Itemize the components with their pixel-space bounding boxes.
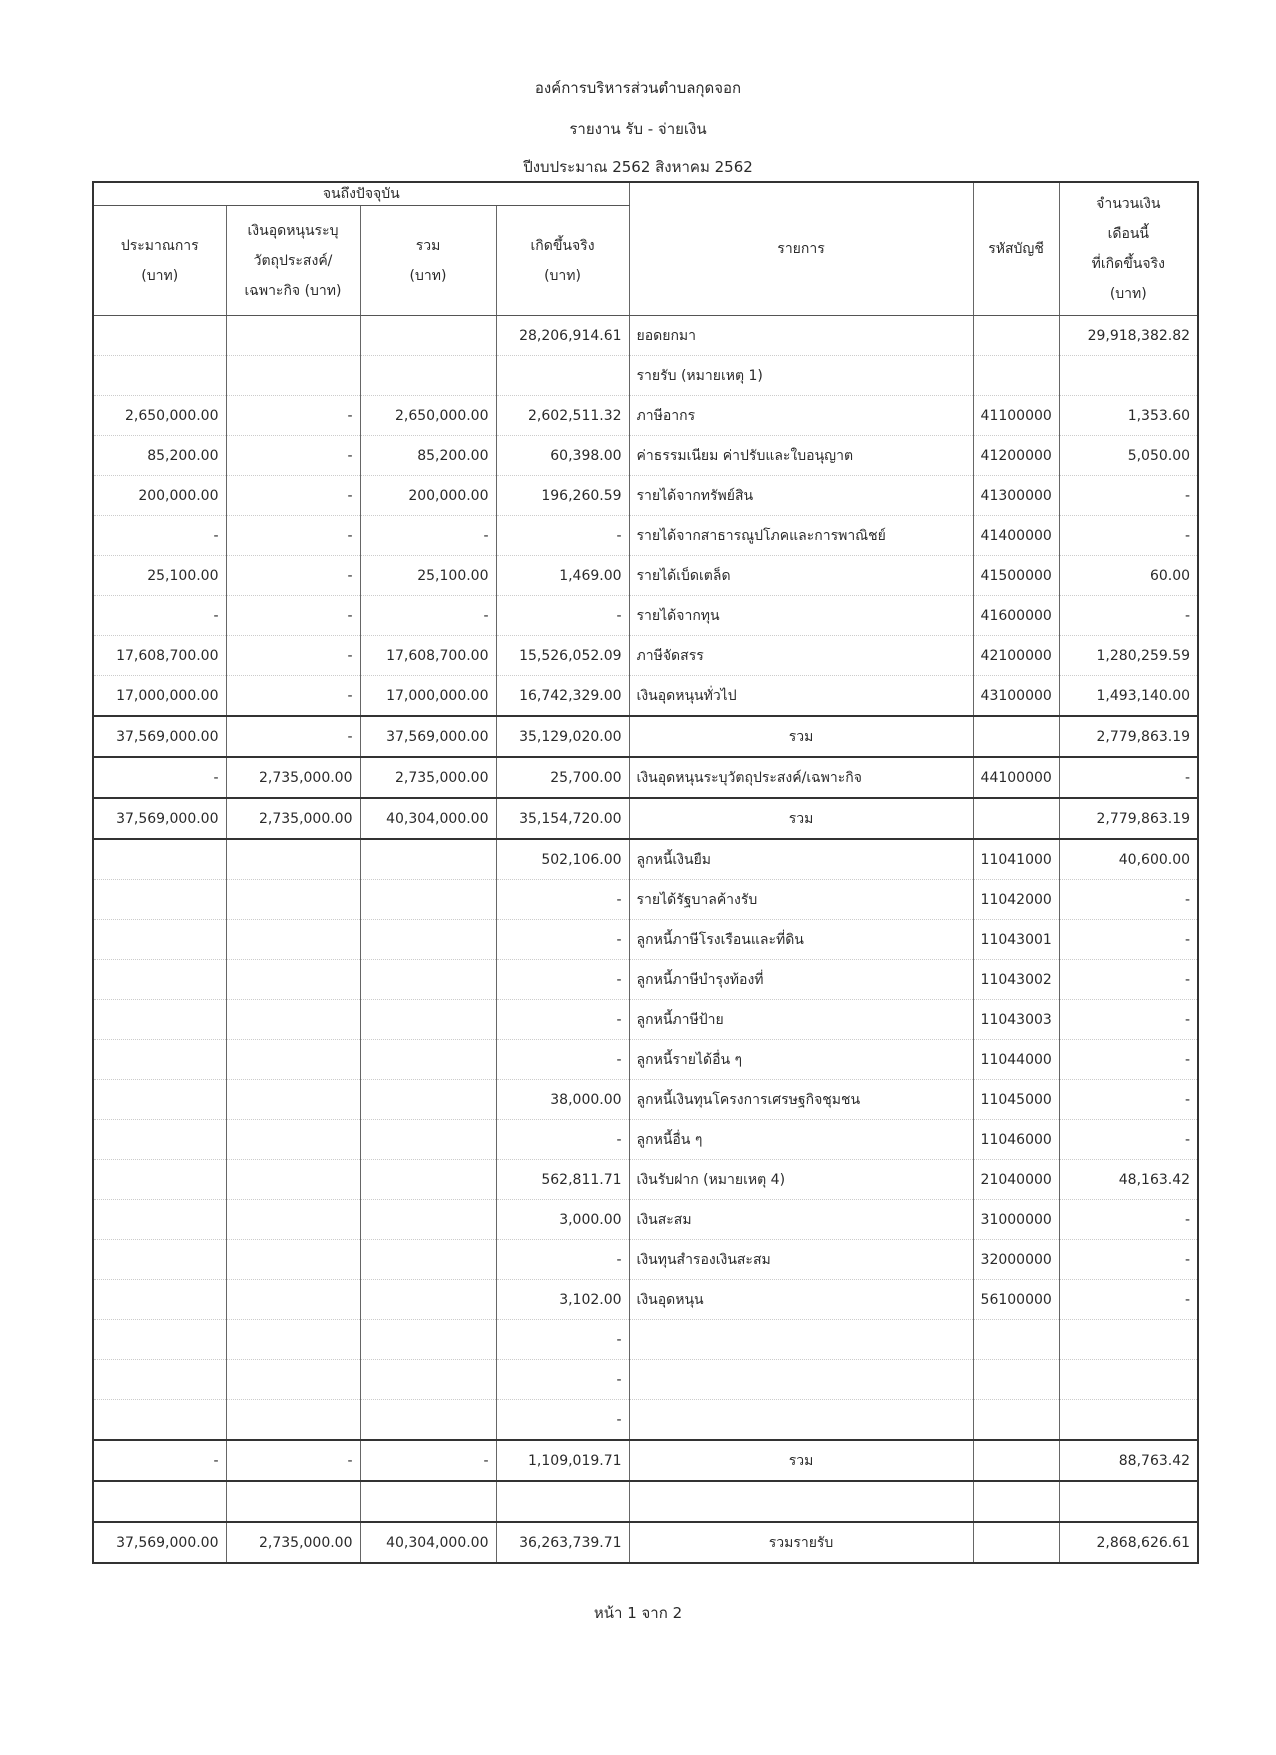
cell-estimate [93, 356, 226, 396]
table-row [93, 1360, 1198, 1400]
cell-code: 11043002 [973, 960, 1059, 1000]
cell-code [973, 316, 1059, 356]
cell-item: รายได้จากทุน [629, 596, 973, 636]
cell-code: 44100000 [973, 757, 1059, 798]
cell-estimate [93, 1160, 226, 1200]
cell-actual: 3,102.00 [496, 1280, 629, 1320]
cell-actual: 38,000.00 [496, 1080, 629, 1120]
cell-month: - [1059, 596, 1198, 636]
cell-subsidy [226, 1360, 360, 1400]
cell-code [973, 1440, 1059, 1481]
cell-total [360, 1360, 496, 1400]
cell-subsidy [226, 1040, 360, 1080]
cell-code: 41100000 [973, 396, 1059, 436]
total-row [93, 1440, 1198, 1481]
cell-item: ยอดยกมา [629, 316, 973, 356]
table-row [93, 516, 1198, 556]
cell-month: 2,779,863.19 [1059, 716, 1198, 757]
cell-actual: 36,263,739.71 [496, 1522, 629, 1563]
cell-item [629, 1360, 973, 1400]
cell-actual: 28,206,914.61 [496, 316, 629, 356]
cell-actual [496, 356, 629, 396]
cell-item: เงินสะสม [629, 1200, 973, 1240]
cell-subsidy: - [226, 516, 360, 556]
cell-total [360, 1120, 496, 1160]
cell-total [360, 1280, 496, 1320]
cell-actual: 2,602,511.32 [496, 396, 629, 436]
cell-estimate: - [93, 596, 226, 636]
cell-item: ลูกหนี้ภาษีโรงเรือนและที่ดิน [629, 920, 973, 960]
cell-subsidy: - [226, 716, 360, 757]
cell-total: 2,650,000.00 [360, 396, 496, 436]
col-code: รหัสบัญชี [973, 182, 1059, 316]
cell-subsidy [226, 1320, 360, 1360]
report-title: รายงาน รับ - จ่ายเงิน [569, 120, 707, 138]
cell-actual: 3,000.00 [496, 1200, 629, 1240]
cell-actual: - [496, 1120, 629, 1160]
cell-month [1059, 1320, 1198, 1360]
cell-subsidy [226, 1080, 360, 1120]
cell-month: - [1059, 476, 1198, 516]
cell-item: เงินทุนสำรองเงินสะสม [629, 1240, 973, 1280]
cell-estimate [93, 920, 226, 960]
cell-item: เงินอุดหนุนระบุวัตถุประสงค์/เฉพาะกิจ [629, 757, 973, 798]
cell-estimate [93, 316, 226, 356]
table-row [93, 436, 1198, 476]
cell-code [973, 356, 1059, 396]
cell-estimate [93, 1320, 226, 1360]
cell-actual: 1,469.00 [496, 556, 629, 596]
cell-code [973, 1522, 1059, 1563]
cell-total [360, 880, 496, 920]
cell-actual: - [496, 960, 629, 1000]
cell-estimate: 17,000,000.00 [93, 676, 226, 717]
cell-estimate [93, 1000, 226, 1040]
cell-month: - [1059, 1000, 1198, 1040]
cell-code: 11042000 [973, 880, 1059, 920]
cell-month: 60.00 [1059, 556, 1198, 596]
table-row [93, 1000, 1198, 1040]
cell-total [360, 1160, 496, 1200]
cell-estimate: 37,569,000.00 [93, 798, 226, 839]
cell-item: ลูกหนี้ภาษีป้าย [629, 1000, 973, 1040]
cell-total: 17,608,700.00 [360, 636, 496, 676]
cell-subsidy [226, 880, 360, 920]
cell-total [360, 1200, 496, 1240]
table-row [93, 636, 1198, 676]
cell-code: 11046000 [973, 1120, 1059, 1160]
table-row [93, 1080, 1198, 1120]
col-item: รายการ [629, 182, 973, 316]
cell-month: - [1059, 1040, 1198, 1080]
page-footer: หน้า 1 จาก 2 [593, 1604, 683, 1622]
cell-actual: 502,106.00 [496, 839, 629, 880]
report-period: ปีงบประมาณ 2562 สิงหาคม 2562 [523, 158, 753, 176]
table-row [93, 676, 1198, 717]
cell-item: ลูกหนี้เงินยืม [629, 839, 973, 880]
cell-subsidy: 2,735,000.00 [226, 798, 360, 839]
cell-code: 11044000 [973, 1040, 1059, 1080]
cell-item: เงินอุดหนุนทั่วไป [629, 676, 973, 717]
cell-total [360, 356, 496, 396]
cell-subsidy: - [226, 556, 360, 596]
cell-subsidy: - [226, 396, 360, 436]
cell-total [360, 960, 496, 1000]
cell-code: 41300000 [973, 476, 1059, 516]
col-subsidy: เงินอุดหนุนระบุ วัตถุประสงค์/ เฉพาะกิจ (บาท) [226, 206, 360, 316]
cell-actual: - [496, 880, 629, 920]
cell-item: รวม [629, 1440, 973, 1481]
cell-month: 5,050.00 [1059, 436, 1198, 476]
cell-code [973, 798, 1059, 839]
cell-estimate [93, 880, 226, 920]
cell-actual: - [496, 1240, 629, 1280]
col-month: จำนวนเงิน เดือนนี้ ที่เกิดขึ้นจริง (บาท) [1059, 182, 1198, 316]
cell-month: - [1059, 920, 1198, 960]
cell-subsidy: - [226, 636, 360, 676]
cell-actual: - [496, 1000, 629, 1040]
cell-total [360, 1481, 496, 1522]
cell-month: 1,493,140.00 [1059, 676, 1198, 717]
table-row [93, 1200, 1198, 1240]
cell-code: 21040000 [973, 1160, 1059, 1200]
cell-month [1059, 1400, 1198, 1441]
cell-month: 88,763.42 [1059, 1440, 1198, 1481]
cell-month: 29,918,382.82 [1059, 316, 1198, 356]
cell-month: - [1059, 1080, 1198, 1120]
cell-subsidy [226, 920, 360, 960]
cell-subsidy [226, 1200, 360, 1240]
cell-item: รายได้จากสาธารณูปโภคและการพาณิชย์ [629, 516, 973, 556]
cell-subsidy [226, 1120, 360, 1160]
cell-month: - [1059, 516, 1198, 556]
report-table [92, 181, 1199, 1564]
cell-total: - [360, 1440, 496, 1481]
cell-actual: - [496, 1360, 629, 1400]
cell-total: 25,100.00 [360, 556, 496, 596]
cell-month: - [1059, 1120, 1198, 1160]
cell-estimate: 17,608,700.00 [93, 636, 226, 676]
cell-total: 200,000.00 [360, 476, 496, 516]
cell-code [973, 1400, 1059, 1441]
table-row [93, 476, 1198, 516]
cell-actual [496, 1481, 629, 1522]
cell-code: 11043001 [973, 920, 1059, 960]
table-row [93, 1240, 1198, 1280]
group-header: จนถึงปัจจุบัน [93, 182, 629, 206]
cell-actual: 196,260.59 [496, 476, 629, 516]
cell-subsidy: - [226, 436, 360, 476]
cell-subsidy: - [226, 596, 360, 636]
cell-actual: 562,811.71 [496, 1160, 629, 1200]
cell-item: ลูกหนี้รายได้อื่น ๆ [629, 1040, 973, 1080]
spacer-row [93, 1481, 1198, 1522]
table-row [93, 920, 1198, 960]
cell-subsidy [226, 1160, 360, 1200]
cell-total [360, 316, 496, 356]
cell-total [360, 1400, 496, 1441]
cell-total: 40,304,000.00 [360, 1522, 496, 1563]
cell-actual: 35,154,720.00 [496, 798, 629, 839]
cell-subsidy [226, 1000, 360, 1040]
cell-month: 40,600.00 [1059, 839, 1198, 880]
cell-item: ลูกหนี้ภาษีบำรุงท้องที่ [629, 960, 973, 1000]
cell-actual: 16,742,329.00 [496, 676, 629, 717]
cell-subsidy [226, 316, 360, 356]
cell-estimate [93, 1200, 226, 1240]
cell-code: 42100000 [973, 636, 1059, 676]
cell-code: 31000000 [973, 1200, 1059, 1240]
table-row [93, 356, 1198, 396]
cell-month: 48,163.42 [1059, 1160, 1198, 1200]
cell-item: รวม [629, 716, 973, 757]
table-row [93, 1120, 1198, 1160]
cell-item: ภาษีอากร [629, 396, 973, 436]
cell-subsidy [226, 1280, 360, 1320]
cell-actual: 15,526,052.09 [496, 636, 629, 676]
cell-estimate [93, 960, 226, 1000]
cell-item: ลูกหนี้เงินทุนโครงการเศรษฐกิจชุมชน [629, 1080, 973, 1120]
table-row [93, 1400, 1198, 1441]
cell-estimate [93, 1280, 226, 1320]
cell-month [1059, 356, 1198, 396]
table-row [93, 1320, 1198, 1360]
cell-actual: 1,109,019.71 [496, 1440, 629, 1481]
cell-item: รวม [629, 798, 973, 839]
cell-month [1059, 1481, 1198, 1522]
cell-month: 1,280,259.59 [1059, 636, 1198, 676]
cell-total: 85,200.00 [360, 436, 496, 476]
cell-item: รายได้รัฐบาลค้างรับ [629, 880, 973, 920]
cell-estimate: 85,200.00 [93, 436, 226, 476]
cell-month: - [1059, 880, 1198, 920]
cell-month: - [1059, 1200, 1198, 1240]
col-estimate: ประมาณการ (บาท) [93, 206, 226, 316]
cell-code: 41600000 [973, 596, 1059, 636]
total-row [93, 1522, 1198, 1563]
cell-subsidy: 2,735,000.00 [226, 1522, 360, 1563]
cell-total [360, 920, 496, 960]
cell-month: 2,868,626.61 [1059, 1522, 1198, 1563]
cell-subsidy: - [226, 476, 360, 516]
cell-actual: - [496, 920, 629, 960]
cell-actual: - [496, 1040, 629, 1080]
cell-code [973, 1481, 1059, 1522]
table-row [93, 396, 1198, 436]
table-row [93, 596, 1198, 636]
cell-actual: 35,129,020.00 [496, 716, 629, 757]
table-row [93, 556, 1198, 596]
cell-code [973, 716, 1059, 757]
cell-subsidy [226, 1481, 360, 1522]
cell-estimate [93, 839, 226, 880]
cell-estimate: 37,569,000.00 [93, 716, 226, 757]
cell-estimate: - [93, 516, 226, 556]
cell-subsidy [226, 960, 360, 1000]
cell-subsidy [226, 1240, 360, 1280]
table-row [93, 960, 1198, 1000]
cell-item [629, 1400, 973, 1441]
cell-subsidy [226, 1400, 360, 1441]
cell-total: 37,569,000.00 [360, 716, 496, 757]
cell-code: 41400000 [973, 516, 1059, 556]
table-row [93, 880, 1198, 920]
table-row [93, 1160, 1198, 1200]
cell-estimate [93, 1481, 226, 1522]
cell-item: รายได้จากทรัพย์สิน [629, 476, 973, 516]
cell-actual: - [496, 596, 629, 636]
cell-subsidy: - [226, 1440, 360, 1481]
cell-code: 11041000 [973, 839, 1059, 880]
cell-month [1059, 1360, 1198, 1400]
cell-subsidy: 2,735,000.00 [226, 757, 360, 798]
cell-total: 17,000,000.00 [360, 676, 496, 717]
cell-total [360, 1000, 496, 1040]
cell-estimate: 37,569,000.00 [93, 1522, 226, 1563]
cell-estimate: - [93, 1440, 226, 1481]
total-row [93, 716, 1198, 757]
cell-actual: - [496, 1320, 629, 1360]
cell-estimate [93, 1400, 226, 1441]
cell-item: รายรับ (หมายเหตุ 1) [629, 356, 973, 396]
cell-item: เงินอุดหนุน [629, 1280, 973, 1320]
table-row [93, 839, 1198, 880]
cell-item [629, 1320, 973, 1360]
table-row [93, 316, 1198, 356]
total-row [93, 798, 1198, 839]
cell-code: 41200000 [973, 436, 1059, 476]
cell-month: - [1059, 757, 1198, 798]
col-actual: เกิดขึ้นจริง (บาท) [496, 206, 629, 316]
table-row [93, 1280, 1198, 1320]
cell-code: 43100000 [973, 676, 1059, 717]
cell-subsidy [226, 356, 360, 396]
cell-estimate [93, 1240, 226, 1280]
cell-code: 32000000 [973, 1240, 1059, 1280]
cell-item: ลูกหนี้อื่น ๆ [629, 1120, 973, 1160]
cell-item: ค่าธรรมเนียม ค่าปรับและใบอนุญาต [629, 436, 973, 476]
cell-total: - [360, 596, 496, 636]
cell-subsidy [226, 839, 360, 880]
cell-total: - [360, 516, 496, 556]
cell-estimate: 2,650,000.00 [93, 396, 226, 436]
cell-item: รวมรายรับ [629, 1522, 973, 1563]
cell-total: 2,735,000.00 [360, 757, 496, 798]
cell-code: 11043003 [973, 1000, 1059, 1040]
cell-actual: - [496, 516, 629, 556]
table-row [93, 1040, 1198, 1080]
cell-total [360, 1320, 496, 1360]
cell-estimate [93, 1080, 226, 1120]
cell-code: 11045000 [973, 1080, 1059, 1120]
cell-actual: 60,398.00 [496, 436, 629, 476]
cell-actual: - [496, 1400, 629, 1441]
cell-estimate [93, 1120, 226, 1160]
cell-month: - [1059, 1280, 1198, 1320]
org-name: องค์การบริหารส่วนตำบลกุดจอก [534, 79, 742, 97]
cell-estimate [93, 1360, 226, 1400]
cell-actual: 25,700.00 [496, 757, 629, 798]
cell-code [973, 1360, 1059, 1400]
cell-estimate: 25,100.00 [93, 556, 226, 596]
cell-month: 1,353.60 [1059, 396, 1198, 436]
cell-estimate: - [93, 757, 226, 798]
cell-estimate [93, 1040, 226, 1080]
cell-month: - [1059, 1240, 1198, 1280]
cell-month: - [1059, 960, 1198, 1000]
cell-month: 2,779,863.19 [1059, 798, 1198, 839]
cell-code [973, 1320, 1059, 1360]
table-row [93, 757, 1198, 798]
cell-total [360, 839, 496, 880]
cell-item [629, 1481, 973, 1522]
cell-estimate: 200,000.00 [93, 476, 226, 516]
cell-total: 40,304,000.00 [360, 798, 496, 839]
cell-item: เงินรับฝาก (หมายเหตุ 4) [629, 1160, 973, 1200]
cell-code: 41500000 [973, 556, 1059, 596]
cell-item: ภาษีจัดสรร [629, 636, 973, 676]
cell-total [360, 1080, 496, 1120]
cell-total [360, 1040, 496, 1080]
col-total: รวม (บาท) [360, 206, 496, 316]
cell-subsidy: - [226, 676, 360, 717]
cell-item: รายได้เบ็ดเตล็ด [629, 556, 973, 596]
cell-total [360, 1240, 496, 1280]
cell-code: 56100000 [973, 1280, 1059, 1320]
